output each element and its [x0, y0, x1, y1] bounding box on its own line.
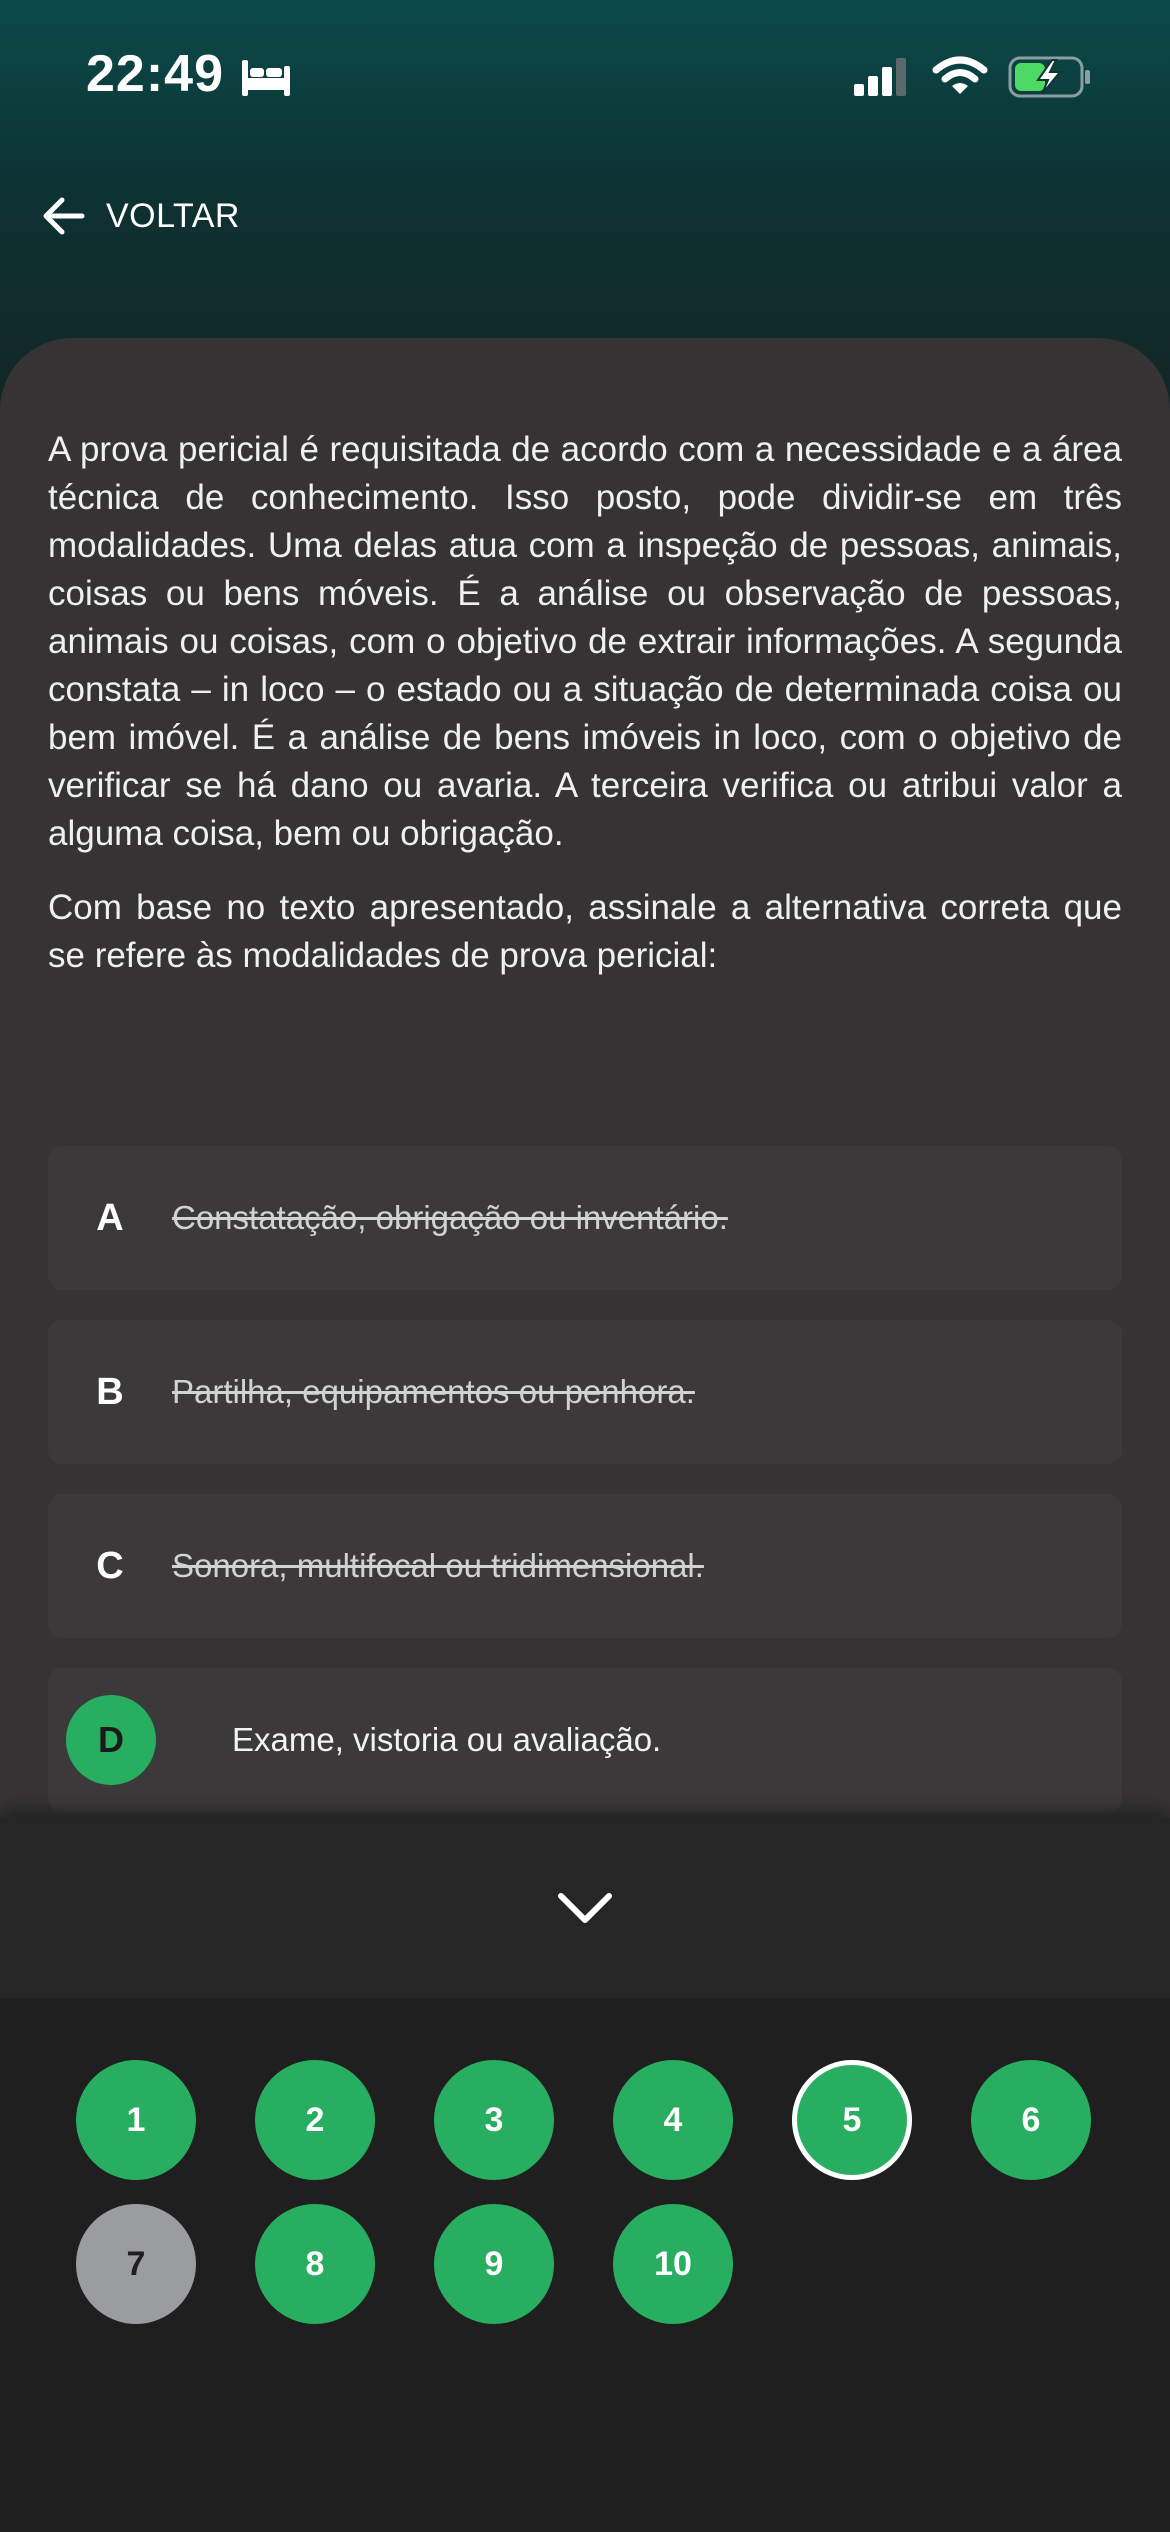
question-number-8[interactable]: 8 — [255, 2204, 375, 2324]
question-text — [48, 426, 1122, 1006]
option-a[interactable] — [48, 1146, 1122, 1290]
question-number-1[interactable]: 1 — [76, 2060, 196, 2180]
question-number-9[interactable]: 9 — [434, 2204, 554, 2324]
wifi-icon — [932, 56, 988, 96]
status-time: 22:49 — [86, 45, 224, 103]
option-letter: A — [96, 1196, 124, 1239]
back-label: VOLTAR — [106, 196, 240, 235]
question-number-4[interactable]: 4 — [613, 2060, 733, 2180]
option-b[interactable] — [48, 1320, 1122, 1464]
question-number-10[interactable]: 10 — [613, 2204, 733, 2324]
option-text: Sonora, multifocal ou tridimensional. — [172, 1547, 704, 1584]
question-number-3[interactable]: 3 — [434, 2060, 554, 2180]
option-text: Constatação, obrigação ou inventário. — [172, 1199, 728, 1236]
question-prompt: Com base no texto apresentado, assinale a alternativa correta que se refere às modalidades de prova pericial: — [48, 888, 1122, 975]
signal-icon — [852, 58, 912, 96]
option-text: Exame, vistoria ou avaliação. — [232, 1721, 662, 1758]
question-navigator — [0, 1818, 1170, 2532]
option-c[interactable] — [48, 1494, 1122, 1638]
option-letter: B — [96, 1370, 124, 1413]
arrow-left-icon — [40, 196, 86, 236]
option-d[interactable] — [48, 1668, 1122, 1812]
option-text: Partilha, equipamentos ou penhora. — [172, 1373, 695, 1410]
question-paragraph: A prova pericial é requisitada de acordo com a necessidade e a área técnica de conhecimento. Isso posto, pode dividir-se em três modalidades. Uma delas atua com a inspeção de pessoas, animais, coisas ou bens móveis. É a análise ou observação de pessoas, animais ou coisas, com o objetivo de extrair informações. A segunda constata – in loco – o estado ou a situação de determinada coisa ou bem imóvel. É a análise de bens imóveis in loco, com o objetivo de verificar se há dano ou avaria. A terceira verifica ou atribui valor a alguma coisa, bem ou obrigação. — [48, 430, 1122, 853]
question-number-6[interactable]: 6 — [971, 2060, 1091, 2180]
question-number-5-current[interactable]: 5 — [792, 2060, 912, 2180]
chevron-down-icon — [555, 1890, 615, 1926]
navigator-toggle[interactable] — [0, 1818, 1170, 1998]
status-bar — [0, 0, 1170, 150]
bed-icon — [240, 58, 292, 98]
option-letter: C — [96, 1544, 124, 1587]
back-button[interactable] — [40, 196, 240, 236]
question-number-7[interactable]: 7 — [76, 2204, 196, 2324]
question-card — [0, 338, 1170, 1838]
question-number-2[interactable]: 2 — [255, 2060, 375, 2180]
option-selected-badge: D — [66, 1695, 156, 1785]
battery-charging-icon — [1008, 56, 1092, 98]
